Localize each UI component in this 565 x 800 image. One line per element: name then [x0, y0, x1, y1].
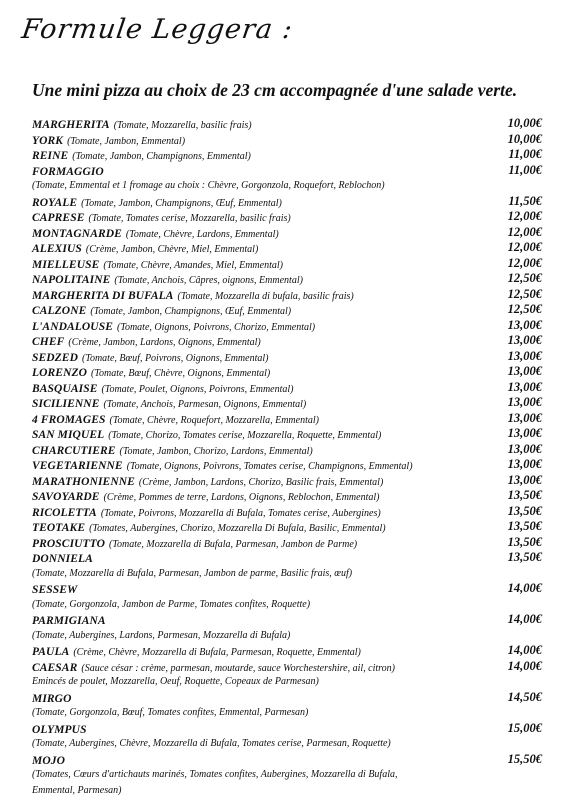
page-title: Formule Leggera :	[19, 14, 295, 45]
menu-item-ingredients: (Tomate, Mozzarella, basilic frais)	[113, 120, 252, 131]
menu-item-line	[32, 225, 542, 241]
menu-item-name: MOJO	[32, 754, 65, 767]
menu-item	[32, 690, 542, 721]
menu-item	[32, 581, 542, 612]
menu-item-price: 12,50€	[507, 286, 542, 301]
menu-item	[32, 147, 542, 163]
menu-item-price: 13,00€	[507, 441, 542, 456]
menu-item-price: 12,50€	[507, 271, 542, 285]
menu-item-line	[32, 411, 542, 427]
menu-item-price: 13,00€	[507, 317, 542, 332]
menu-item-name: CAESAR	[32, 661, 78, 674]
menu-item-line	[32, 581, 542, 597]
menu-item-price: 13,50€	[507, 503, 542, 518]
menu-item	[32, 612, 542, 643]
menu-item-ingredients: (Tomate, Mozzarella di bufala, basilic frais)	[177, 290, 354, 302]
menu-item-name: SAN MIQUEL	[32, 429, 105, 441]
menu-item-ingredients: (Tomate, Anchois, Parmesan, Oignons, Emmental)	[103, 399, 307, 410]
menu-item	[32, 659, 542, 690]
menu-item-name: TEOTAKE	[32, 522, 86, 534]
menu-item-line	[32, 721, 542, 737]
menu-item-ingredients: (Tomate, Tomates cerise, Mozzarella, basilic frais)	[88, 213, 291, 224]
menu-item-price: 12,00€	[507, 224, 542, 239]
menu-item-line	[32, 333, 542, 349]
menu-item-price: 12,00€	[507, 240, 542, 254]
menu-item	[32, 163, 542, 194]
menu-item-price: 12,00€	[507, 255, 542, 270]
menu-item-line	[32, 473, 542, 489]
menu-item-ingredients: (Crème, Chèvre, Mozzarella di Bufala, Parmesan, Roquette, Emmental)	[73, 647, 361, 658]
menu-item-ingredients: (Tomate, Jambon, Champignons, Emmental)	[72, 151, 251, 162]
menu-item-name: VEGETARIENNE	[32, 460, 123, 472]
menu-item-ingredients: (Tomate, Jambon, Champignons, Œuf, Emmental)	[81, 197, 282, 209]
menu-item-ingredients: (Tomate, Poulet, Oignons, Poivrons, Emmental)	[101, 383, 294, 395]
menu-item-line	[32, 147, 542, 163]
menu-item-line	[32, 643, 542, 659]
menu-item-price: 13,50€	[507, 488, 542, 502]
menu-item-ingredients: (Tomate, Jambon, Chorizo, Lardons, Emmental)	[119, 445, 313, 457]
menu-item-price: 13,50€	[507, 519, 542, 533]
menu-item-line	[32, 256, 542, 272]
menu-item-description: (Tomate, Gorgonzola, Bœuf, Tomates confites, Emmental, Parmesan)	[32, 707, 309, 718]
menu-item-line	[32, 349, 542, 365]
menu-item-name: DONNIELA	[32, 553, 93, 565]
menu-item-name: MARGHERITA DI BUFALA	[32, 289, 174, 302]
menu-item-line	[32, 690, 542, 706]
menu-item-price: 13,00€	[507, 379, 542, 394]
menu-item	[32, 519, 542, 535]
menu-item-name: OLYMPUS	[32, 723, 87, 736]
menu-item-name: MONTAGNARDE	[32, 227, 122, 240]
menu-item-ingredients: (Tomate, Chèvre, Amandes, Miel, Emmental)	[103, 259, 283, 271]
menu-item-ingredients: (Crème, Jambon, Lardons, Chorizo, Basilic frais, Emmental)	[138, 476, 384, 488]
menu-item	[32, 473, 542, 489]
menu-item-name: PAULA	[32, 646, 70, 658]
menu-item-price: 11,00€	[508, 147, 542, 161]
menu-item-name: SAVOYARDE	[32, 491, 100, 503]
menu-item-price: 13,00€	[507, 333, 542, 347]
menu-item-price: 11,00€	[508, 162, 542, 177]
menu-item	[32, 380, 542, 396]
menu-item-name: CHARCUTIERE	[32, 444, 116, 457]
menu-item-price: 13,00€	[507, 457, 542, 471]
menu-item-name: SICILIENNE	[32, 398, 100, 410]
menu-item	[32, 116, 542, 132]
menu-item-line	[32, 519, 542, 535]
menu-item-price: 14,00€	[507, 658, 542, 673]
menu-item-name: MARGHERITA	[32, 119, 110, 131]
menu-item	[32, 395, 542, 411]
menu-item-price: 13,00€	[507, 410, 542, 425]
menu-item-name: LORENZO	[32, 367, 88, 379]
menu-item-ingredients: (Crème, Jambon, Chèvre, Miel, Emmental)	[85, 244, 259, 255]
menu-item-description: (Tomate, Aubergines, Lardons, Parmesan, Mozzarella di Bufala)	[32, 629, 291, 641]
menu-item-ingredients: (Crème, Pommes de terre, Lardons, Oignons, Reblochon, Emmental)	[103, 492, 380, 503]
menu-item-ingredients: (Tomate, Chorizo, Tomates cerise, Mozzarella, Roquette, Emmental)	[108, 430, 382, 441]
menu-item-name: L'ANDALOUSE	[32, 320, 113, 333]
menu-item-description: Emmental, Parmesan)	[32, 784, 122, 796]
menu-item	[32, 349, 542, 365]
menu-item-name: FORMAGGIO	[32, 165, 104, 178]
menu-item-price: 12,50€	[507, 302, 542, 316]
menu-item-name: CALZONE	[32, 305, 87, 317]
menu-item-name: 4 FROMAGES	[32, 413, 106, 426]
menu-item-price: 13,00€	[507, 395, 542, 409]
menu-item-name: CAPRESE	[32, 212, 85, 224]
menu-item	[32, 411, 542, 427]
menu-item-price: 14,00€	[507, 581, 542, 595]
menu-item-line	[32, 209, 542, 225]
menu-item	[32, 488, 542, 504]
menu-item-ingredients: (Tomate, Mozzarella di Bufala, Parmesan, Jambon de Parme)	[109, 538, 358, 550]
menu-item-name: BASQUAISE	[32, 382, 98, 395]
menu-item-ingredients: (Tomate, Oignons, Poivrons, Chorizo, Emmental)	[116, 321, 316, 333]
menu-item	[32, 643, 542, 659]
menu-item-price: 15,00€	[507, 720, 542, 735]
menu-item	[32, 535, 542, 551]
menu-item-price: 13,50€	[507, 534, 542, 549]
menu-item-name: ROYALE	[32, 196, 78, 209]
menu-item	[32, 442, 542, 458]
menu-item-line	[32, 287, 542, 303]
menu-item-name: MARATHONIENNE	[32, 475, 135, 488]
menu-item-description: (Tomate, Mozzarella di Bufala, Parmesan, Jambon de parme, Basilic frais, œuf)	[32, 567, 353, 579]
menu-item-name: ALEXIUS	[32, 243, 82, 255]
menu-item	[32, 287, 542, 303]
menu-item-ingredients: (Tomate, Jambon, Emmental)	[67, 135, 186, 147]
menu-item-line	[32, 426, 542, 442]
menu-item-name: CHEF	[32, 336, 65, 348]
menu-item-ingredients: (Tomate, Oignons, Poivrons, Tomates cerise, Champignons, Emmental)	[126, 461, 413, 472]
menu-item-price: 13,00€	[507, 348, 542, 363]
menu-item-line	[32, 194, 542, 210]
menu-item-description: (Tomate, Aubergines, Chèvre, Mozzarella di Bufala, Tomates cerise, Parmesan, Roquette)	[32, 738, 391, 749]
menu-item-line	[32, 271, 542, 287]
menu-item-price: 14,00€	[507, 612, 542, 626]
menu-item	[32, 194, 542, 210]
menu-item-price: 13,00€	[507, 426, 542, 440]
menu-item	[32, 225, 542, 241]
menu-item-line	[32, 535, 542, 551]
menu-item-line	[32, 752, 542, 768]
menu-item	[32, 550, 542, 581]
pizza-menu-list	[32, 116, 542, 798]
menu-item-ingredients: (Tomates, Aubergines, Chorizo, Mozzarella Di Bufala, Basilic, Emmental)	[89, 523, 386, 534]
menu-item-price: 15,50€	[507, 751, 542, 766]
menu-item-line	[32, 116, 542, 132]
menu-item-line	[32, 318, 542, 334]
menu-item-line	[32, 612, 542, 628]
menu-item-price: 11,50€	[508, 193, 542, 208]
menu-item	[32, 364, 542, 380]
menu-item	[32, 302, 542, 318]
menu-item	[32, 256, 542, 272]
menu-item-ingredients: (Tomate, Bœuf, Poivrons, Oignons, Emmental)	[81, 352, 269, 364]
menu-item-price: 13,50€	[507, 550, 542, 564]
menu-item	[32, 504, 542, 520]
menu-item-ingredients: (Tomate, Chèvre, Roquefort, Mozzarella, Emmental)	[109, 414, 319, 426]
menu-item-description: (Tomate, Gorgonzola, Jambon de Parme, Tomates confites, Roquette)	[32, 598, 311, 610]
menu-item-ingredients: (Tomate, Chèvre, Lardons, Emmental)	[125, 228, 279, 240]
menu-item-name: MIRGO	[32, 692, 72, 705]
menu-item	[32, 721, 542, 752]
menu-item-price: 13,00€	[507, 472, 542, 487]
menu-item-ingredients: (Tomate, Poivrons, Mozzarella di Bufala, Tomates cerise, Aubergines)	[100, 507, 381, 519]
menu-item-price: 10,00€	[507, 116, 542, 130]
menu-item-line	[32, 364, 542, 380]
menu-item-line	[32, 659, 542, 675]
menu-item-line	[32, 550, 542, 566]
menu-item	[32, 752, 542, 799]
menu-item-price: 10,00€	[507, 131, 542, 146]
menu-item-ingredients: (Tomate, Jambon, Champignons, Œuf, Emmental)	[90, 306, 292, 317]
menu-item	[32, 333, 542, 349]
menu-item-ingredients: (Tomate, Bœuf, Chèvre, Oignons, Emmental)	[91, 368, 271, 379]
menu-item	[32, 426, 542, 442]
menu-item-name: REINE	[32, 150, 69, 162]
menu-item-line	[32, 504, 542, 520]
menu-item-description: (Tomate, Emmental et 1 fromage au choix : Chèvre, Gorgonzola, Roquefort, Reblochon)	[32, 180, 385, 191]
menu-item	[32, 209, 542, 225]
menu-item-line	[32, 132, 542, 148]
menu-item-ingredients: (Tomate, Anchois, Câpres, oignons, Emmental)	[114, 275, 303, 286]
menu-item-price: 13,00€	[507, 364, 542, 378]
menu-item-line	[32, 488, 542, 504]
menu-item	[32, 132, 542, 148]
menu-item-price: 14,50€	[507, 689, 542, 704]
menu-item-line	[32, 442, 542, 458]
menu-item-price: 14,00€	[507, 643, 542, 657]
menu-item-name: MIELLEUSE	[32, 258, 100, 271]
menu-item-line	[32, 302, 542, 318]
menu-item-price: 12,00€	[507, 209, 542, 223]
menu-item-description: Emincés de poulet, Mozzarella, Oeuf, Roquette, Copeaux de Parmesan)	[32, 676, 319, 687]
page-subtitle: Une mini pizza au choix de 23 cm accompagnée d'une salade verte.	[32, 80, 518, 100]
menu-item-line	[32, 395, 542, 411]
menu-item-name: NAPOLITAINE	[32, 274, 111, 286]
menu-item-line	[32, 380, 542, 396]
menu-item-name: PARMIGIANA	[32, 615, 106, 627]
menu-item-line	[32, 240, 542, 256]
menu-item-name: PROSCIUTTO	[32, 537, 105, 550]
menu-item	[32, 318, 542, 334]
menu-item	[32, 240, 542, 256]
menu-item-ingredients: (Sauce césar : crème, parmesan, moutarde, sauce Worchestershire, ail, citron)	[81, 662, 395, 674]
menu-item-line	[32, 457, 542, 473]
menu-item	[32, 457, 542, 473]
menu-item-line	[32, 163, 542, 179]
menu-item-ingredients: (Crème, Jambon, Lardons, Oignons, Emmental)	[68, 337, 261, 348]
menu-item-name: SEDZED	[32, 351, 78, 364]
menu-item	[32, 271, 542, 287]
menu-item-name: SESSEW	[32, 584, 78, 596]
menu-item-description: (Tomates, Cœurs d'artichauts marinés, Tomates confites, Aubergines, Mozzarella di Bufala,	[32, 769, 398, 780]
menu-item-name: RICOLETTA	[32, 506, 97, 519]
menu-item-name: YORK	[32, 134, 64, 147]
